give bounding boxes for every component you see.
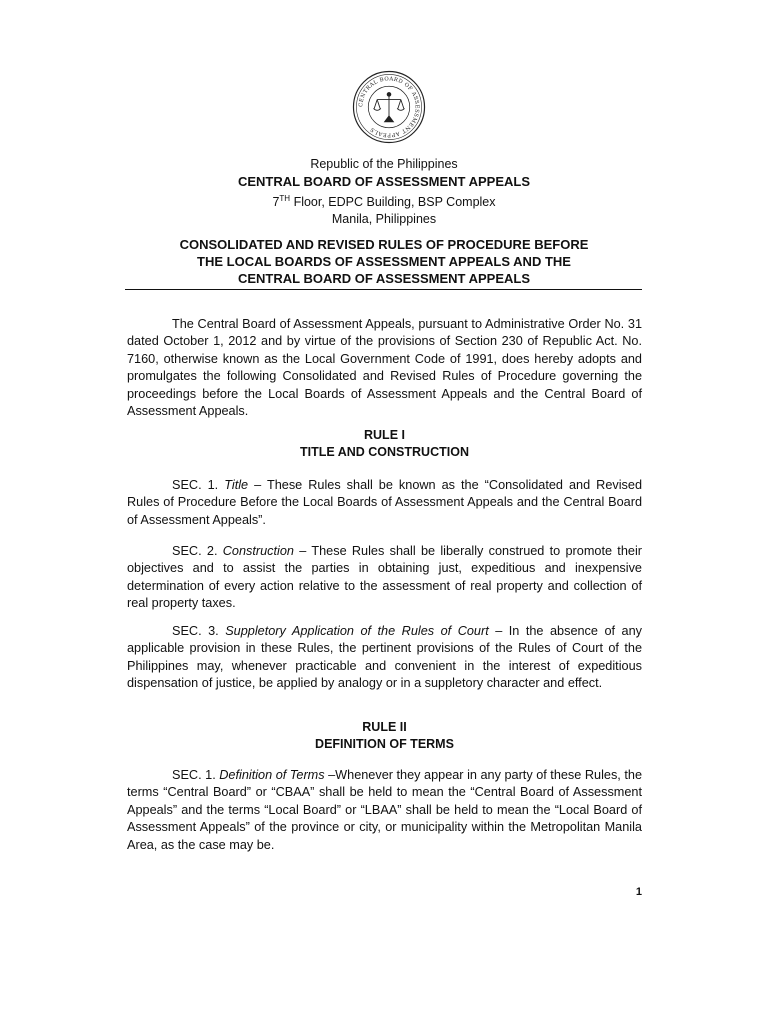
org-name: CENTRAL BOARD OF ASSESSMENT APPEALS	[237, 174, 531, 189]
rule-1-sec-1: SEC. 1. Title – These Rules shall be known as the “Consolidated and Revised Rules of Procedure Before the Local Boards of Assessment Appeals and the Central Board of Assessment Appeals”.	[127, 478, 643, 527]
city-line: Manila, Philippines	[331, 212, 437, 227]
address-line: 7TH Floor, EDPC Building, BSP Complex	[272, 194, 496, 210]
term-title: Title	[224, 478, 249, 492]
title-divider	[125, 289, 642, 290]
rule-1-number: RULE I	[364, 428, 405, 442]
term-suppletory: Suppletory Application of the Rules of Court	[225, 624, 489, 638]
scales-of-justice-icon	[373, 92, 404, 122]
republic-line: Republic of the Philippines	[310, 157, 458, 171]
term-construction: Construction	[222, 544, 294, 558]
page-number: 1	[635, 886, 642, 898]
rule-2-heading: DEFINITION OF TERMS	[315, 737, 454, 751]
rule-1-heading: TITLE AND CONSTRUCTION	[300, 445, 469, 459]
cbaa-seal-logo	[352, 70, 426, 144]
title-line-1: CONSOLIDATED AND REVISED RULES OF PROCEDURE BEFORE	[179, 237, 589, 252]
title-line-3: CENTRAL BOARD OF ASSESSMENT APPEALS	[237, 271, 531, 286]
rule-1-sec-2: SEC. 2. Construction – These Rules shall be liberally construed to promote their objectives and to assist the parties in obtaining just, expeditious and inexpensive determination of every action relative to the assessment of real property and collection of real property taxes.	[127, 544, 642, 611]
rule-2-sec-1: SEC. 1. Definition of Terms –Whenever they appear in any party of these Rules, the terms “Central Board” or “CBAA” shall be held to mean the “Central Board of Assessment Appeals” and the terms “Local Board” or “LBAA” shall be held to mean the “Local Board of Assessment Appeals” of the province or city, or municipality within the Metropolitan Manila Area, as the case may be.	[127, 768, 642, 852]
rule-1-section	[127, 427, 642, 461]
intro-paragraph: The Central Board of Assessment Appeals, pursuant to Administrative Order No. 31 dated October 1, 2012 and by virtue of the provisions of Section 230 of Republic Act. No. 7160, otherwise known as the Local Government Code of 1991, does hereby adopts and promulgates the following Consolidated and Revised Rules of Procedure governing the proceedings before the Local Boards of Assessment Appeals and the Central Board of Assessment Appeals.	[127, 317, 642, 419]
term-definition: Definition of Terms	[219, 768, 325, 782]
intro-block	[127, 316, 642, 420]
letterhead	[0, 156, 768, 228]
seal-ring-text: CENTRAL BOARD OF ASSESSMENT APPEALS	[358, 76, 420, 138]
rule-1-sec-3: SEC. 3. Suppletory Application of the Rules of Court – In the absence of any applicable provision in these Rules, the pertinent provisions of the Rules of Court of the Philippines may, whenever practicable and convenient in the interest of expeditious dispensation of justice, be applied by analogy or in a suppletory character and effect.	[127, 624, 642, 691]
title-line-2: THE LOCAL BOARDS OF ASSESSMENT APPEALS AND THE	[197, 254, 571, 269]
rule-2-section	[127, 719, 642, 753]
rule-2-number: RULE II	[362, 720, 407, 734]
document-title	[110, 236, 658, 287]
